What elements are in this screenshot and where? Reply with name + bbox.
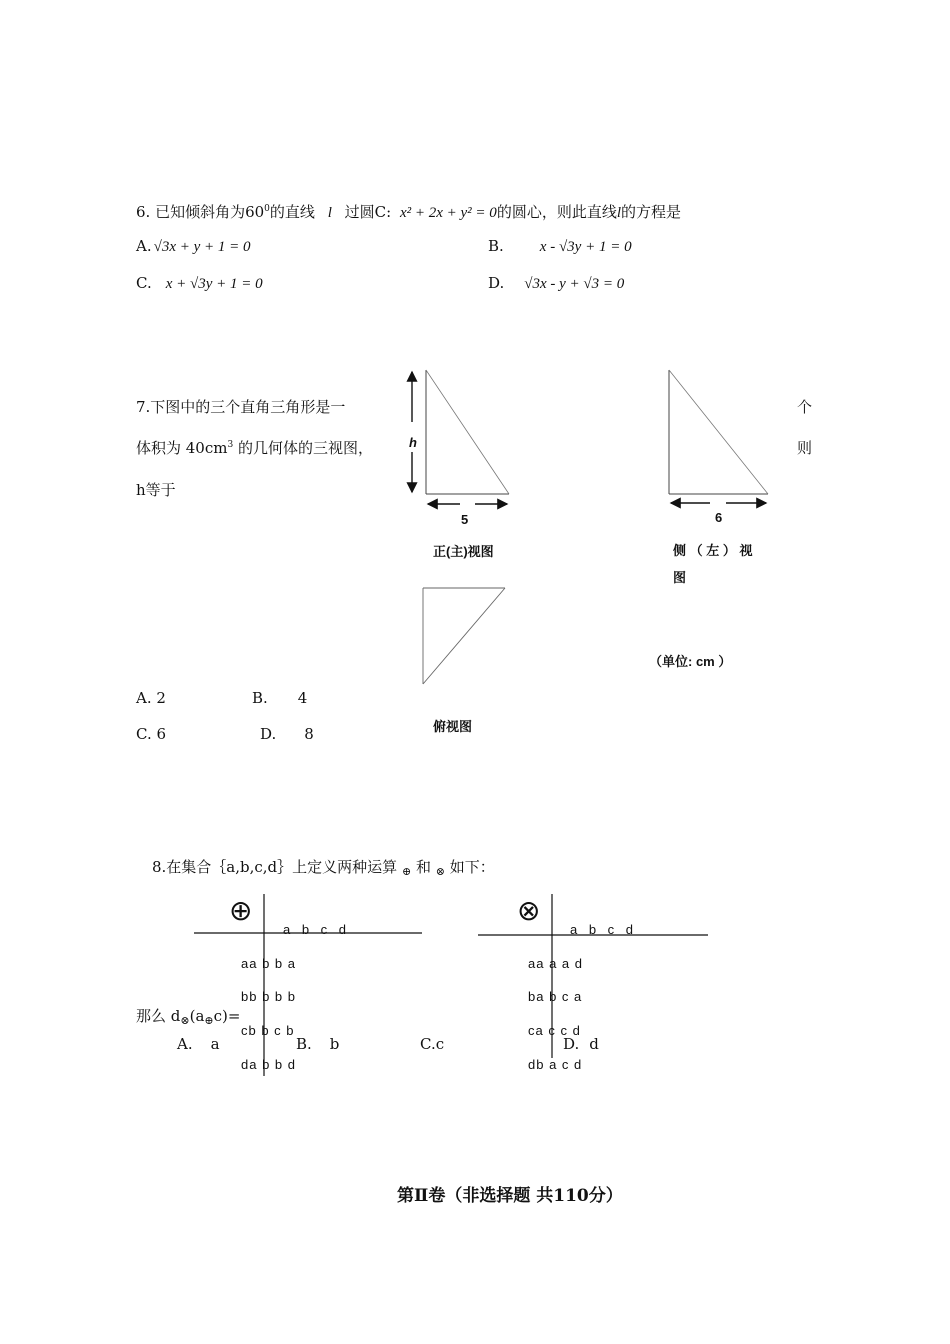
q7-front-view-label: 正(主)视图 [433, 544, 494, 559]
q6-circle-equation: x² + 2x + y² = 0 [399, 205, 497, 221]
times-table-row: db a c d [528, 1057, 583, 1072]
plus-table-lines [190, 892, 430, 1082]
times-table-lines [476, 892, 716, 1082]
side-view-figure [660, 362, 780, 522]
option-value: d [589, 1035, 599, 1053]
otimes-icon: ⊗ [435, 865, 445, 878]
q6-degree: 0 [264, 204, 270, 214]
otimes-table-icon: ⊗ [517, 894, 541, 927]
plus-table-header: a b c d [283, 922, 348, 937]
q8-stem-text: 8.在集合｛a,b,c,d｝上定义两种运算 [152, 858, 398, 876]
q8-question-a: 那么 d [136, 1007, 181, 1025]
q7-side-view-label-b: 图 [673, 570, 687, 585]
q6-stem [136, 201, 681, 222]
q6-stem-d: 的圆心，则此直线 [496, 203, 617, 221]
q8-question [136, 1005, 240, 1027]
q7-line2 [136, 437, 373, 458]
option-label: B. [252, 689, 268, 707]
q6-option-c [136, 274, 263, 293]
times-table-row: aa a a d [528, 956, 583, 971]
q6-option-d [488, 274, 624, 293]
plus-table-row: aa b b a [241, 956, 296, 971]
q7-h-label: h [409, 435, 417, 450]
q7-line2-sup: 3 [227, 440, 234, 450]
q6-var-l2: l [616, 205, 621, 221]
option-label: B. [488, 237, 504, 255]
q8-option-b [296, 1035, 339, 1053]
q7-line1-end: 个 [797, 398, 813, 416]
plus-table-row: bb b b b [241, 989, 296, 1004]
q7-option-d [260, 725, 314, 743]
option-label: C. [136, 274, 152, 292]
option-expr: x + √3y + 1 = 0 [165, 276, 263, 292]
q7-line3: h等于 [136, 481, 176, 499]
option-label: B. [296, 1035, 312, 1053]
q8-option-c: C.c [420, 1035, 445, 1053]
oplus-icon: ⊕ [204, 1014, 214, 1027]
option-label: A. [136, 237, 152, 255]
top-view-figure [415, 582, 515, 692]
q7-top-view-label: 俯视图 [433, 719, 473, 734]
q8-and-text: 和 [415, 858, 431, 876]
option-label: D. [563, 1035, 580, 1053]
q8-question-end: c)= [213, 1007, 241, 1025]
q7-line2-a: 体积为 40cm [136, 439, 228, 457]
q7-option-c: C. 6 [136, 725, 167, 743]
option-label: D. [488, 274, 505, 292]
q6-option-b [488, 237, 632, 256]
q7-side-view-label-a: 侧 （ 左 ） 视 [673, 543, 753, 558]
option-value: a [210, 1035, 220, 1053]
otimes-icon: ⊗ [180, 1014, 190, 1027]
option-expr: √3x + y + 1 = 0 [153, 239, 251, 255]
q7-line1: 7.下图中的三个直角三角形是一 [136, 398, 346, 416]
q8-question-mid: (a [189, 1007, 205, 1025]
oplus-table-icon: ⊕ [229, 894, 253, 927]
option-label: A. [177, 1035, 193, 1053]
option-expr: x - √3y + 1 = 0 [539, 239, 632, 255]
q6-stem-a: 6. 已知倾斜角为60 [136, 203, 265, 221]
q8-option-d [563, 1035, 599, 1053]
q6-var-l: l [327, 205, 332, 221]
q6-stem-b: 的直线 [269, 203, 315, 221]
front-view-figure [400, 362, 520, 522]
plus-table-row: cb b c b [241, 1023, 295, 1038]
option-label: D. [260, 725, 277, 743]
q7-line2-b: 的几何体的三视图， [233, 439, 373, 457]
q7-dim-front: 5 [461, 512, 469, 527]
q7-dim-side: 6 [715, 510, 723, 525]
option-value: 8 [304, 725, 314, 743]
section-2-title: 第Ⅱ卷（非选择题 共110分） [397, 1186, 623, 1206]
q6-stem-c: 过圆C: [344, 203, 392, 221]
q8-stem [152, 856, 495, 878]
option-value: b [329, 1035, 340, 1053]
q7-line2-end: 则 [797, 439, 813, 457]
times-table-row: ca c c d [528, 1023, 581, 1038]
option-value: 4 [297, 689, 308, 707]
q7-option-a: A. 2 [136, 689, 166, 707]
times-table-row: ba b c a [528, 989, 583, 1004]
plus-table-row: da b b d [241, 1057, 296, 1072]
q6-option-a [136, 237, 251, 256]
q6-stem-e: 的方程是 [621, 203, 682, 221]
option-expr: √3x - y + √3 = 0 [524, 276, 625, 292]
oplus-icon: ⊕ [401, 865, 412, 878]
q7-unit: （单位: cm ） [649, 654, 732, 669]
times-table-header: a b c d [570, 922, 635, 937]
q7-option-b [252, 689, 307, 707]
q8-stem-end: 如下： [449, 858, 495, 876]
q8-option-a [177, 1035, 220, 1053]
